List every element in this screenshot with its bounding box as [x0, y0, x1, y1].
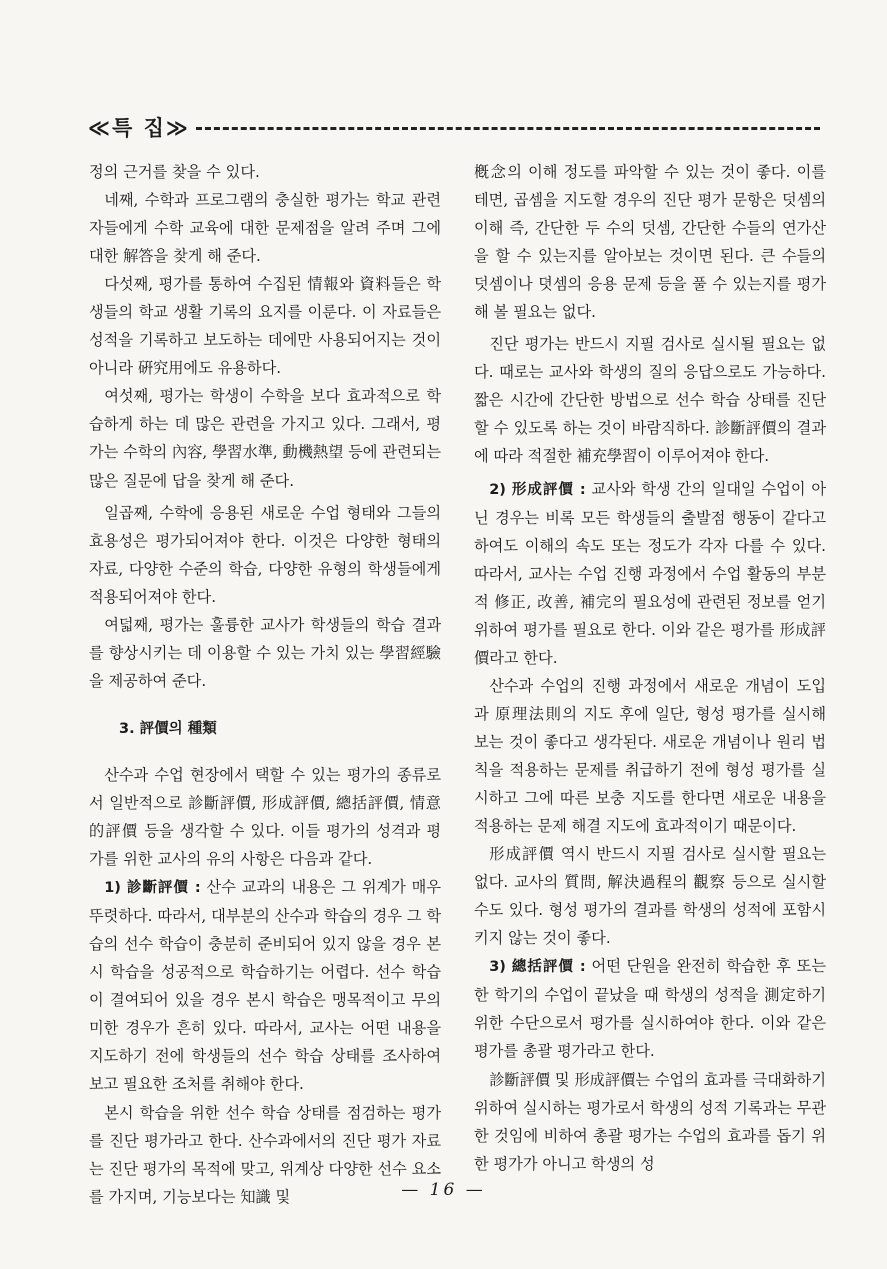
- paragraph: 진단 평가는 반드시 지필 검사로 실시될 필요는 없다. 때로는 교사와 학생의 질의 응답으로도 가능하다. 짧은 시간에 간단한 방법으로 선수 학습 상태를 진단할 수 있도록 하는 것이 바람직하다. 診斷評價의 결과에 따라 적절한 補充學習이 이루어져야 한다.: [474, 335, 826, 466]
- paragraph: 여덟째, 평가는 훌륭한 교사가 학생들의 학습 결과를 향상시키는 데 이용할 수 있는 가치 있는 學習經驗을 제공하여 준다.: [89, 615, 441, 690]
- header-dashed-rule: [196, 127, 820, 130]
- paragraph: 槪念의 이해 정도를 파악할 수 있는 것이 좋다. 이를테면, 곱셈을 지도할 경우의 진단 평가 문항은 덧셈의 이해 즉, 간단한 두 수의 덧셈, 간단한 수들의 연가산을 할 수 있는지를 알아보는 것이면 된다. 큰 수들의 덧셈이나 뎟셈의 응용 문제 등을 풀 수 있는지를 평가해 볼 필요는 없다.: [474, 163, 826, 322]
- subsection-label: 2) 形成評價 :: [489, 481, 586, 498]
- left-column: [89, 158, 441, 1211]
- section-header: [88, 112, 820, 142]
- paragraph: 일곱째, 수학에 응용된 새로운 수업 형태와 그들의 효용성은 평가되어져야 한다. 이것은 다양한 형태의 자료, 다양한 수준의 학습, 다양한 유형의 학생들에게 적용되어져야 한다.: [89, 503, 441, 606]
- subsection-label: 3) 總括評價 :: [489, 959, 586, 976]
- paragraph: 여섯째, 평가는 학생이 수학을 보다 효과적으로 학습하게 하는 데 많은 관련을 가지고 있다. 그래서, 평가는 수학의 內容, 學習水準, 動機熱望 등에 관련되는 많은 질문에 답을 찾게 해 준다.: [89, 387, 441, 490]
- paragraph: 정의 근거를 찾을 수 있다.: [89, 163, 260, 181]
- subsection-paragraph: [89, 873, 441, 1098]
- section-heading: 3. 評價의 種類: [119, 720, 217, 737]
- paragraph: 본시 학습을 위한 선수 학습 상태를 점검하는 평가를 진단 평가라고 한다. 산수과에서의 진단 평가 자료는 진단 평가의 목적에 맞고, 위계상 다양한 선수 요소를 가지며, 기능보다는 知識 및: [89, 1103, 441, 1206]
- paragraph: 산수과 수업 현장에서 택할 수 있는 평가의 종류로서 일반적으로 診斷評價, 形成評價, 總括評價, 情意的評價 등을 생각할 수 있다. 이들 평가의 성격과 평가를 위한 교사의 유의 사항은 다음과 같다.: [89, 765, 441, 869]
- page-number: — 16 —: [401, 1180, 486, 1200]
- subsection-paragraph: [474, 952, 826, 1065]
- subsection-label: 1) 診斷評價 :: [104, 880, 201, 897]
- subsection-paragraph: [474, 475, 826, 672]
- paragraph: 다섯째, 평가를 통하여 수집된 情報와 資料들은 학생들의 학교 생활 기록의 요지를 이룬다. 이 자료들은 성적을 기록하고 보도하는 데에만 사용되어지는 것이 아니라 硏究用에도 유용하다.: [89, 275, 441, 378]
- right-column: [474, 158, 826, 1178]
- paragraph: 診斷評價 및 形成評價는 수업의 효과를 극대화하기 위하여 실시하는 평가로서 학생의 성적 기록과는 무관한 것임에 비하여 총괄 평가는 수업의 효과를 돕기 위한 평가가 아니고 학생의 성: [474, 1070, 826, 1173]
- paragraph: 산수과 수업의 진행 과정에서 새로운 개념이 도입과 原理法則의 지도 후에 일단, 형성 평가를 실시해 보는 것이 좋다고 생각된다. 새로운 개념이나 원리 법칙을 적용하는 문제를 취급하기 전에 형성 평가를 실시하고 그에 따른 보충 지도를 한다면 새로운 내용을 적용하는 문제 해결 지도에 효과적이기 때문이다.: [474, 676, 826, 836]
- subsection-text: 산수 교과의 내용은 그 위계가 매우 뚜렷하다. 따라서, 대부분의 산수과 학습의 경우 그 학습의 선수 학습이 충분히 준비되어 있지 않을 경우 본시 학습을 성공적으로 학습하기는 어렵다. 선수 학습이 결여되어 있을 경우 본시 학습은 맹목적이고 무의미한 경우가 흔히 있다. 따라서, 교사는 어떤 내용을 지도하기 전에 학생들의 선수 학습 상태를 조사하여 보고 필요한 조처를 취해야 한다.: [89, 878, 441, 1094]
- header-title: ≪특 집≫: [88, 116, 190, 140]
- subsection-text: 어떤 단원을 완전히 학습한 후 또는 한 학기의 수업이 끝났을 때 학생의 성적을 測定하기 위한 수단으로서 평가를 실시하여야 한다. 이와 같은 평가를 총괄 평가라고 한다.: [474, 957, 826, 1061]
- subsection-text: 교사와 학생 간의 일대일 수업이 아닌 경우는 비록 모든 학생들의 출발점 행동이 같다고 하여도 이해의 속도 또는 정도가 각자 다를 수 있다. 따라서, 교사는 수업 진행 과정에서 수업 활동의 부분적 修正, 改善, 補完의 필요성에 관련된 정보를 얻기 위하여 평가를 필요로 한다. 이와 같은 평가를 形成評價라고 한다.: [474, 479, 826, 667]
- paragraph: 形成評價 역시 반드시 지필 검사로 실시할 필요는 없다. 교사의 質問, 解決過程의 觀察 등으로 실시할 수도 있다. 형성 평가의 결과를 학생의 성적에 포함시키지 않는 것이 좋다.: [474, 845, 826, 948]
- paragraph: 네째, 수학과 프로그램의 충실한 평가는 학교 관련자들에게 수학 교육에 대한 문제점을 알려 주며 그에 대한 解答을 찾게 해 준다.: [89, 191, 441, 266]
